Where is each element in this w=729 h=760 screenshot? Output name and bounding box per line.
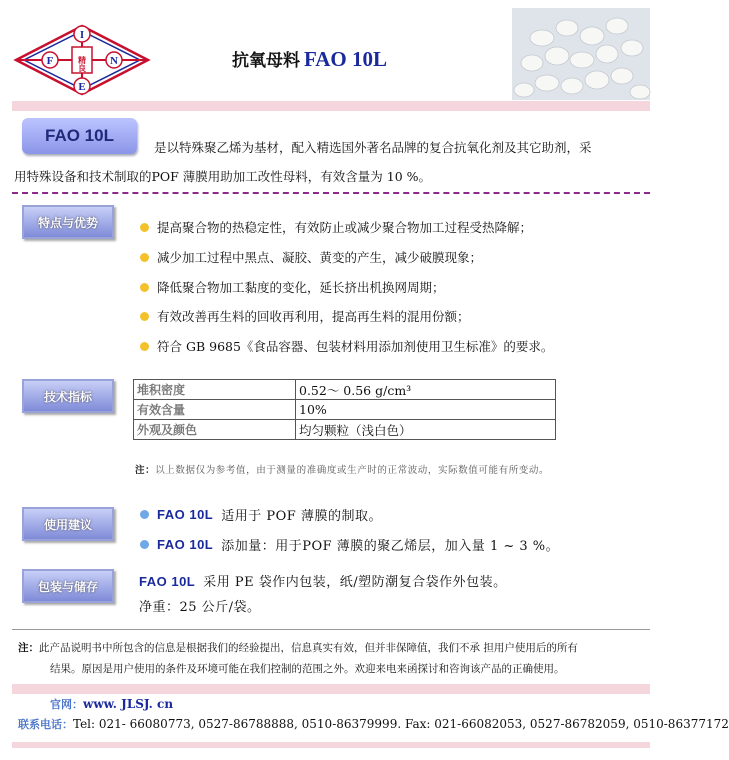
footer-bar xyxy=(12,684,650,694)
usage-item xyxy=(140,535,559,554)
intro-line-2: 用特殊设备和技术制取的POF 薄膜用助加工改性母料，有效含量为 10 %。 xyxy=(14,169,432,184)
logo-center-text: 精良 xyxy=(77,56,87,72)
specs-badge: 技术指标 xyxy=(22,379,114,413)
features-badge: 特点与优势 xyxy=(22,205,114,239)
packaging-line-1 xyxy=(139,571,507,590)
feature-text: 提高聚合物的热稳定性，有效防止或减少聚合物加工过程受热降解； xyxy=(157,220,533,235)
intro-line-1: 是以特殊聚乙烯为基材，配入精选国外著名品牌的复合抗氧化剂及其它助剂，采 xyxy=(154,140,592,155)
logo-letter-right: N xyxy=(110,55,118,67)
bullet-icon xyxy=(140,223,149,232)
feature-text: 减少加工过程中黑点、凝胶、黄变的产生，减少破膜现象； xyxy=(157,250,483,265)
spec-key: 外观及颜色 xyxy=(134,420,296,440)
footer-note-line-1 xyxy=(18,640,578,655)
spec-key: 堆积密度 xyxy=(134,380,296,400)
usage-badge: 使用建议 xyxy=(22,507,114,541)
spec-key: 有效含量 xyxy=(134,400,296,420)
bullet-icon xyxy=(140,540,149,549)
feature-item xyxy=(140,218,532,236)
contact-numbers: Tel: 021- 66080773, 0527-86788888, 0510-86379999. Fax: 021-66082053, 0527-86782059, 0510-86377172 xyxy=(73,717,729,731)
logo-letter-left: F xyxy=(46,55,54,67)
feature-item xyxy=(140,337,553,355)
footer-note-line-2: 结果。原因是用户使用的条件及环境可能在我们控制的范围之外。欢迎来电来函探讨和咨询该产品的正确使用。 xyxy=(50,663,565,675)
feature-item xyxy=(140,278,445,296)
header-divider xyxy=(12,101,650,111)
note-label: 注： xyxy=(135,465,156,476)
bullet-icon xyxy=(140,253,149,262)
usage-text: 添加量：用于POF 薄膜的聚乙烯层，加入量 1 ~ 3 %。 xyxy=(221,539,560,554)
usage-text: 适用于 POF 薄膜的制取。 xyxy=(221,509,382,524)
company-logo xyxy=(12,22,152,98)
site-label: 官网： xyxy=(50,698,83,711)
page-title xyxy=(232,46,387,72)
product-badge: FAO 10L xyxy=(22,118,137,154)
title-cn: 抗氧母料 xyxy=(232,51,300,71)
table-row xyxy=(134,400,556,420)
footer-divider xyxy=(12,629,650,630)
usage-item xyxy=(140,505,382,524)
footer-note-label: 注： xyxy=(18,642,39,654)
spec-table xyxy=(133,379,556,440)
note-text: 以上数据仅为参考值，由于测量的准确度或生产时的正常波动，实际数值可能有所变动。 xyxy=(155,465,550,476)
packaging-badge: 包装与储存 xyxy=(22,569,114,603)
product-name: FAO 10L xyxy=(157,507,214,522)
section-divider xyxy=(12,192,650,194)
packaging-line-2: 净重：25 公斤/袋。 xyxy=(139,600,261,615)
bottom-bar xyxy=(12,742,650,748)
footer-note-text: 此产品说明书中所包含的信息是根据我们的经验提出，信息真实有效，但并非保障值，我们不承 担用户使用后的所有 xyxy=(39,642,578,654)
spec-value: 10% xyxy=(296,400,556,420)
product-name: FAO 10L xyxy=(157,537,214,552)
packaging-text: 采用 PE 袋作内包装，纸/塑防潮复合袋作外包装。 xyxy=(203,575,507,590)
logo-letter-top: I xyxy=(79,29,85,41)
site-link[interactable]: www. JLSJ. cn xyxy=(83,697,174,711)
feature-item xyxy=(140,307,470,325)
contact-label: 联系电话： xyxy=(18,718,73,731)
product-name: FAO 10L xyxy=(139,574,196,589)
spec-note xyxy=(135,462,549,476)
product-photo xyxy=(512,8,650,100)
feature-text: 降低聚合物加工黏度的变化，延长挤出机换网周期； xyxy=(157,280,445,295)
table-row xyxy=(134,420,556,440)
spec-value: 0.52～ 0.56 g/cm³ xyxy=(296,380,556,400)
spec-value: 均匀颗粒（浅白色） xyxy=(296,420,556,440)
website xyxy=(50,696,173,712)
table-row xyxy=(134,380,556,400)
bullet-icon xyxy=(140,342,149,351)
logo-letter-bottom: E xyxy=(78,81,86,93)
title-en: FAO 10L xyxy=(304,47,388,71)
bullet-icon xyxy=(140,283,149,292)
bullet-icon xyxy=(140,510,149,519)
feature-item xyxy=(140,248,482,266)
feature-text: 有效改善再生料的回收再利用，提高再生料的混用份额； xyxy=(157,309,470,324)
contact-info xyxy=(18,716,729,732)
feature-text: 符合 GB 9685《食品容器、包装材料用添加剂使用卫生标准》的要求。 xyxy=(157,339,554,354)
bullet-icon xyxy=(140,312,149,321)
